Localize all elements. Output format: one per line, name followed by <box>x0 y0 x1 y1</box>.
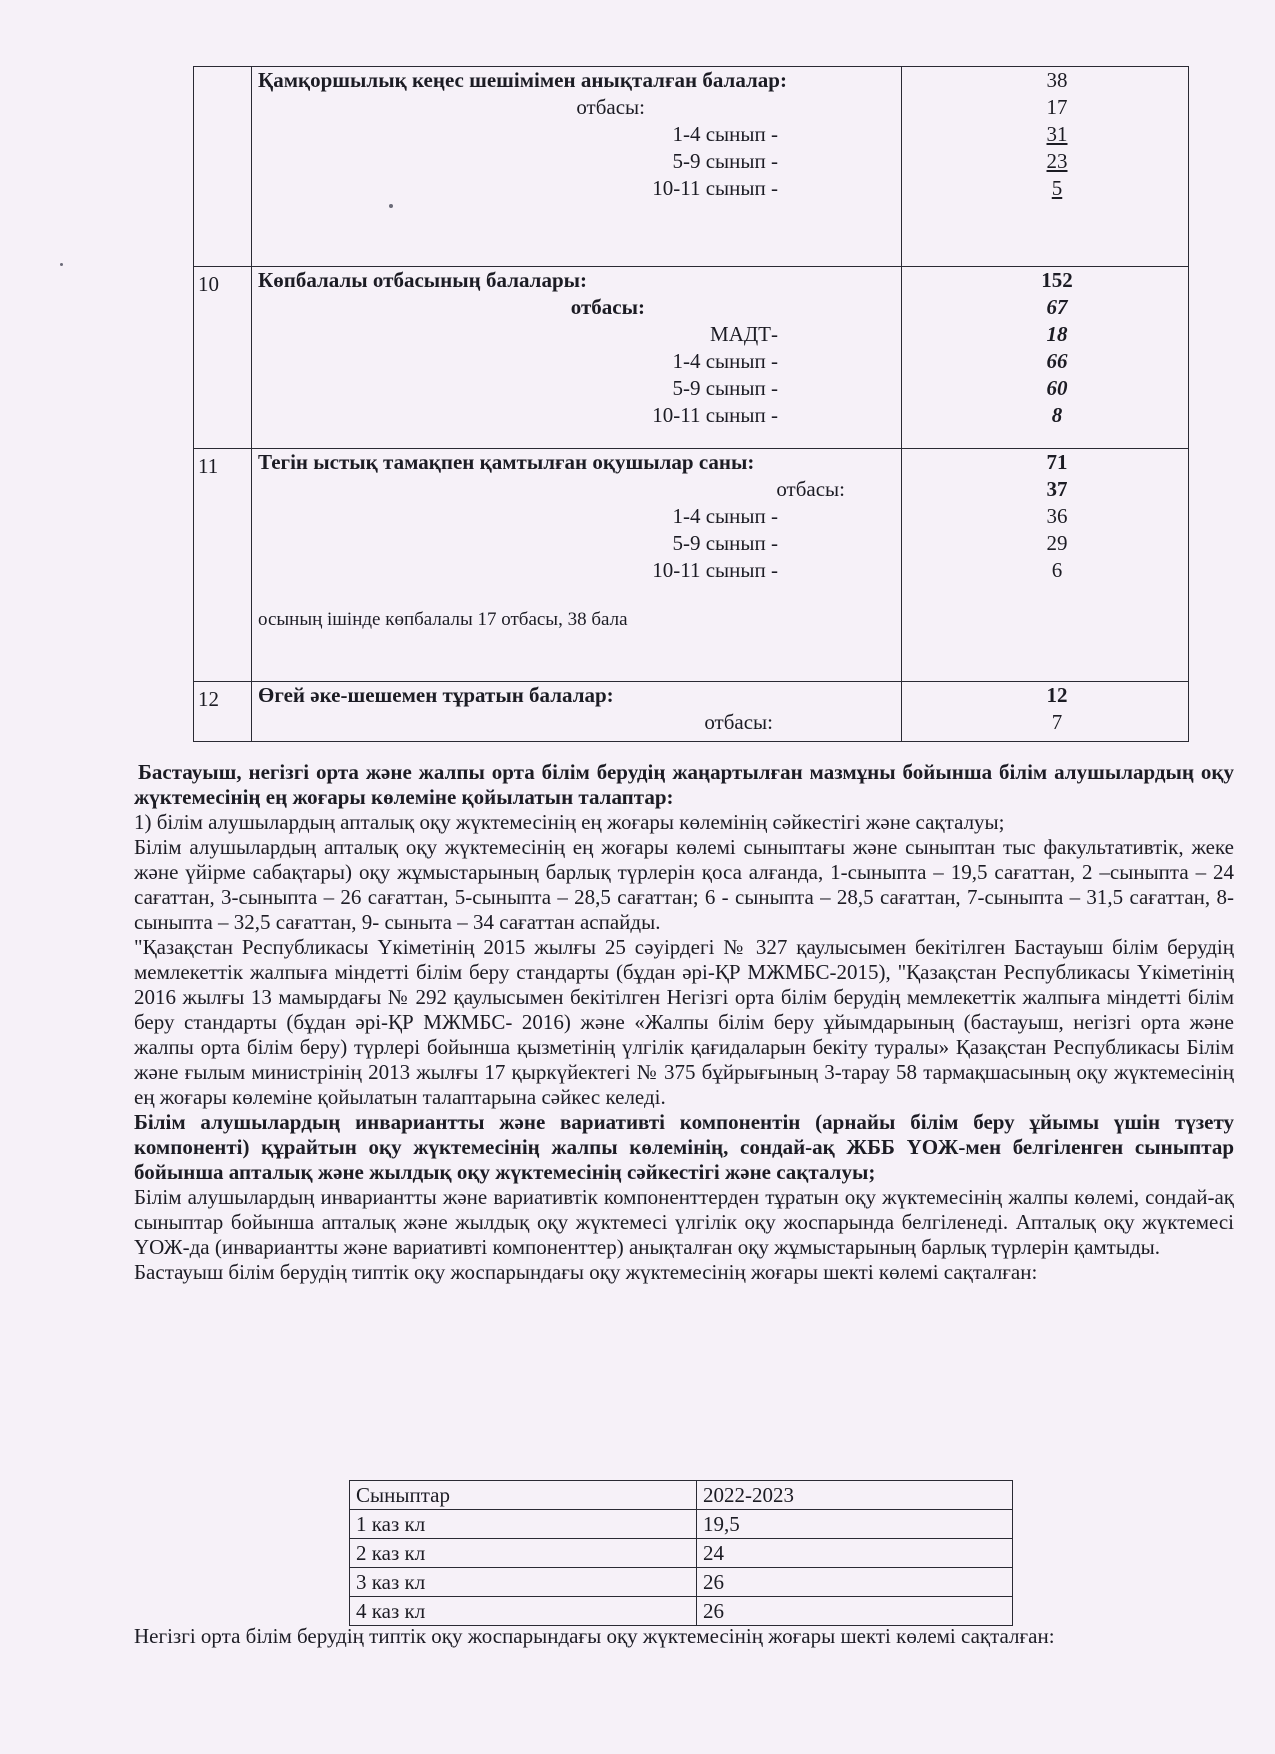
row-value: 152 <box>1041 268 1073 292</box>
row-line: отбасы: <box>570 295 645 319</box>
paragraph: Негізгі орта білім берудің типтік оқу жоспарындағы оқу жүктемесінің жоғары шекті көлемі сақталған: <box>134 1624 1055 1648</box>
row-line: отбасы: <box>704 710 773 734</box>
paragraph: Бастауыш білім берудің типтік оқу жоспарындағы оқу жүктемесінің жоғары шекті көлемі сақталған: <box>134 1260 1038 1284</box>
row-value: 60 <box>1046 376 1068 400</box>
row-number: 10 <box>194 267 252 449</box>
table-row <box>350 1568 1013 1597</box>
table-cell: 24 <box>697 1539 1013 1568</box>
row-number: 12 <box>194 682 252 742</box>
row-value: 7 <box>1051 710 1063 734</box>
hours-table <box>349 1480 1013 1626</box>
row-value: 23 <box>1046 149 1068 173</box>
row-value: 17 <box>1046 95 1068 119</box>
row-value: 67 <box>1046 295 1068 319</box>
row-line: 10-11 сынып - <box>652 558 778 582</box>
row-value: 38 <box>1046 68 1068 92</box>
row-note: осының ішінде көпбалалы 17 отбасы, 38 бала <box>258 609 628 630</box>
paragraph: Білім алушылардың инвариантты және вариативтік компоненттерден тұратын оқу жүктемесінің жалпы көлемі, сондай-ақ сыныптар бойынша апталық және жылдық оқу жүктемесі үлгілік оқу жоспарында белгіленеді. Апталық оқу жүктемесі ҮОЖ-да (инвариантты және вариативті компоненттер) анықталған оқу жұмыстарының барлық түрлерін қамтыды. <box>134 1185 1234 1259</box>
row-value: 18 <box>1046 322 1068 346</box>
table-cell: 1 каз кл <box>350 1510 697 1539</box>
table-cell: 4 каз кл <box>350 1597 697 1626</box>
row-value: 37 <box>1046 477 1068 501</box>
paragraph: Білім алушылардың апталық оқу жүктемесінің ең жоғары көлемі сыныптағы және сыныптан тыс факультативтік, жеке және үйірме сабақтары) оқу жұмыстарының барлық түрлерін қоса алғанда, 1-сыныпта – 19,5 сағаттан, 2 –сыныпта – 24 сағаттан, 3-сыныпта – 26 сағаттан, 5-сыныпта – 28,5 сағаттан; 6 - сыныпта – 28,5 сағаттан, 7-сыныпта – 31,5 сағаттан, 8-сыныпта – 32,5 сағаттан, 9- сыныта – 34 сағаттан аспайды. <box>134 835 1234 934</box>
row-value: 6 <box>1051 558 1063 582</box>
row-line: 5-9 сынып - <box>672 376 778 400</box>
row-title: Өгей әке-шешемен тұратын балалар: <box>258 683 614 707</box>
row-value: 8 <box>1051 403 1063 427</box>
row-value: 71 <box>1046 450 1068 474</box>
row-line: отбасы: <box>776 477 845 501</box>
table-row <box>194 682 1189 742</box>
row-line: 1-4 сынып - <box>672 122 778 146</box>
row-value: 5 <box>1051 176 1063 200</box>
section-heading: Білім алушылардың инвариантты және вариативті компонентін (арнайы білім беру ұйымы үшін түзету компоненті) құрайтын оқу жүктемесінің жалпы көлемінің, сондай-ақ ЖББ ҮОЖ-мен белгіленген сыныптар бойынша апталық және жылдық оқу жүктемесінің сәйкестігі және сақталуы; <box>134 1110 1234 1184</box>
statistics-table <box>193 66 1189 742</box>
row-value: 31 <box>1046 122 1068 146</box>
row-value: 29 <box>1046 531 1068 555</box>
table-row <box>194 67 1189 267</box>
paragraph: "Қазақстан Республикасы Үкіметінің 2015 жылғы 25 сәуірдегі № 327 қаулысымен бекітілген Бастауыш білім берудің мемлекеттік жалпыға міндетті білім беру стандарты (бұдан әрі-ҚР МЖМБС-2015), "Қазақстан Республикасы Үкіметінің 2016 жылғы 13 мамырдағы № 292 қаулысымен бекітілген Негізгі орта білім берудің мемлекеттік жалпыға міндетті білім беру стандарты (бұдан әрі-ҚР МЖМБС- 2016) және «Жалпы білім беру ұйымдарының (бастауыш, негізгі орта және жалпы орта білім беру) түрлері бойынша қызметінің үлгілік қағидаларын бекіту туралы» Қазақстан Республикасы Білім және ғылым министрінің 2013 жылғы 17 қыркүйектегі № 375 бұйрығының 3-тарау 58 тармақшасының оқу жүктемесінің ең жоғары көлеміне қойылатын талаптарына сәйкес келеді. <box>134 935 1234 1109</box>
table-cell: 2 каз кл <box>350 1539 697 1568</box>
scan-speck <box>60 263 63 266</box>
section-heading: Бастауыш, негізгі орта және жалпы орта білім берудің жаңартылған мазмұны бойынша білім алушылардың оқу жүктемесінің ең жоғары көлеміне қойылатын талаптар: <box>134 760 1234 809</box>
table-cell: 26 <box>697 1597 1013 1626</box>
row-value: 36 <box>1046 504 1068 528</box>
row-value: 66 <box>1046 349 1068 373</box>
table-row <box>350 1510 1013 1539</box>
table-cell: 3 каз кл <box>350 1568 697 1597</box>
row-value: 12 <box>1046 683 1068 707</box>
table-row <box>350 1539 1013 1568</box>
row-line: МАДТ- <box>710 322 778 346</box>
row-line: 1-4 сынып - <box>672 504 778 528</box>
scan-speck <box>389 204 393 208</box>
body-text <box>134 760 1234 1285</box>
row-title: Қамқоршылық кеңес шешімімен анықталған балалар: <box>258 68 787 92</box>
list-item: 1) білім алушылардың апталық оқу жүктемесінің ең жоғары көлемінің сәйкестігі және сақталуы; <box>134 810 1005 834</box>
header-cell: 2022-2023 <box>697 1481 1013 1510</box>
table-cell: 26 <box>697 1568 1013 1597</box>
table-cell: 19,5 <box>697 1510 1013 1539</box>
row-line: 5-9 сынып - <box>672 531 778 555</box>
row-line: 10-11 сынып - <box>652 403 778 427</box>
table-row <box>194 449 1189 682</box>
table-row <box>194 267 1189 449</box>
row-line: 5-9 сынып - <box>672 149 778 173</box>
row-title: Көпбалалы отбасының балалары: <box>258 268 588 292</box>
row-number <box>194 67 252 267</box>
row-line: 1-4 сынып - <box>672 349 778 373</box>
row-number: 11 <box>194 449 252 682</box>
row-line: отбасы: <box>576 95 645 119</box>
row-line: 10-11 сынып - <box>652 176 778 200</box>
row-title: Тегін ыстық тамақпен қамтылған оқушылар саны: <box>258 450 755 474</box>
table-header-row <box>350 1481 1013 1510</box>
header-cell: Сыныптар <box>350 1481 697 1510</box>
